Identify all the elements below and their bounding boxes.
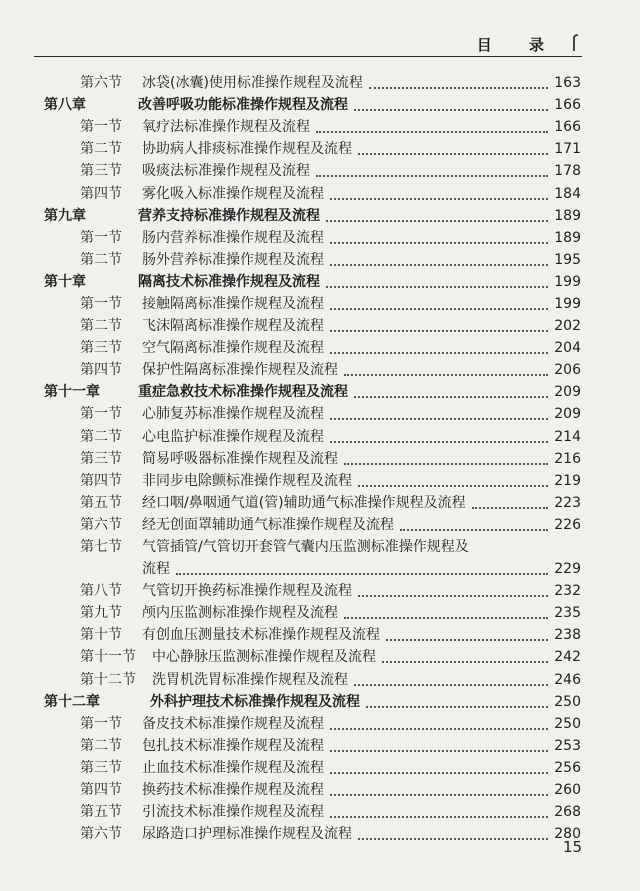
toc-entry-label: 第八章 bbox=[44, 97, 86, 114]
toc-entry-label: 第十二节 bbox=[80, 671, 136, 688]
toc-entry-label: 第一节 bbox=[80, 229, 122, 246]
dot-leader bbox=[472, 505, 549, 509]
toc-entry-title: 吸痰法标准操作规程及流程 bbox=[142, 163, 310, 180]
dot-leader bbox=[354, 682, 548, 686]
toc-entry-page: 209 bbox=[554, 384, 581, 401]
dot-leader bbox=[330, 306, 548, 310]
toc-entry-page: 223 bbox=[554, 494, 581, 511]
toc-chapter-entry[interactable] bbox=[40, 94, 581, 116]
toc-section-entry[interactable] bbox=[40, 426, 581, 448]
toc-section-entry[interactable] bbox=[40, 182, 581, 204]
toc-entry-label: 第二节 bbox=[80, 737, 122, 754]
toc-section-entry[interactable] bbox=[40, 735, 581, 757]
dot-leader bbox=[344, 372, 548, 376]
toc-entry-page: 235 bbox=[554, 605, 581, 622]
toc-entry-page: 216 bbox=[554, 450, 581, 467]
toc-entry-label: 第九章 bbox=[44, 207, 86, 224]
toc-entry-page: 268 bbox=[554, 804, 581, 821]
table-of-contents bbox=[40, 72, 581, 845]
toc-entry-title: 改善呼吸功能标准操作规程及流程 bbox=[138, 97, 348, 114]
toc-section-entry[interactable] bbox=[40, 470, 581, 492]
toc-section-entry[interactable] bbox=[40, 293, 581, 315]
toc-entry-label: 第一节 bbox=[80, 715, 122, 732]
toc-entry-label: 第一节 bbox=[80, 406, 122, 423]
dot-leader bbox=[330, 262, 548, 266]
toc-entry-page: 163 bbox=[554, 75, 581, 92]
dot-leader bbox=[382, 659, 548, 663]
toc-entry-label: 第十章 bbox=[44, 273, 86, 290]
dot-leader bbox=[330, 748, 548, 752]
toc-entry-label: 第二节 bbox=[80, 318, 122, 335]
toc-section-entry[interactable] bbox=[40, 669, 581, 691]
toc-entry-label: 第九节 bbox=[80, 605, 122, 622]
dot-leader bbox=[326, 218, 548, 222]
toc-entry-label: 第三节 bbox=[80, 759, 122, 776]
toc-entry-label: 第一节 bbox=[80, 295, 122, 312]
toc-entry-page: 219 bbox=[554, 472, 581, 489]
toc-section-entry[interactable] bbox=[40, 646, 581, 668]
toc-entry-title: 尿路造口护理标准操作规程及流程 bbox=[142, 826, 352, 843]
toc-entry-label: 第十一节 bbox=[80, 649, 136, 666]
dot-leader bbox=[369, 85, 548, 89]
toc-entry-title: 氧疗法标准操作规程及流程 bbox=[142, 119, 310, 136]
toc-entry-title: 冰袋(冰囊)使用标准操作规程及流程 bbox=[142, 75, 363, 92]
toc-section-entry[interactable] bbox=[40, 227, 581, 249]
toc-entry-title: 非同步电除颤标准操作规程及流程 bbox=[142, 472, 352, 489]
toc-entry-title: 气管切开换药标准操作规程及流程 bbox=[142, 583, 352, 600]
toc-entry-label: 第四节 bbox=[80, 185, 122, 202]
toc-entry-title: 引流技术标准操作规程及流程 bbox=[142, 804, 324, 821]
toc-entry-label: 第十二章 bbox=[44, 693, 100, 710]
dot-leader bbox=[330, 770, 548, 774]
dot-leader bbox=[400, 527, 548, 531]
toc-entry-page: 250 bbox=[554, 693, 581, 710]
toc-section-entry[interactable] bbox=[40, 536, 581, 558]
toc-entry-page: 204 bbox=[554, 340, 581, 357]
toc-entry-title: 空气隔离标准操作规程及流程 bbox=[142, 340, 324, 357]
toc-entry-page: 166 bbox=[554, 97, 581, 114]
dot-leader bbox=[358, 483, 548, 487]
toc-entry-title: 外科护理技术标准操作规程及流程 bbox=[150, 693, 360, 710]
toc-entry-page: 226 bbox=[554, 516, 581, 533]
toc-entry-page: 171 bbox=[554, 141, 581, 158]
toc-entry-title: 营养支持标准操作规程及流程 bbox=[138, 207, 320, 224]
corner-hook-icon bbox=[572, 34, 582, 52]
toc-entry-label: 第六节 bbox=[80, 75, 122, 92]
toc-entry-title: 换药技术标准操作规程及流程 bbox=[142, 782, 324, 799]
dot-leader bbox=[330, 196, 548, 200]
dot-leader bbox=[354, 107, 548, 111]
toc-section-entry[interactable] bbox=[40, 249, 581, 271]
toc-entry-page: 214 bbox=[554, 428, 581, 445]
toc-entry-label: 第八节 bbox=[80, 583, 122, 600]
toc-entry-label: 第五节 bbox=[80, 494, 122, 511]
toc-entry-title: 有创血压测量技术标准操作规程及流程 bbox=[142, 627, 380, 644]
dot-leader bbox=[316, 173, 548, 177]
dot-leader bbox=[386, 637, 548, 641]
dot-leader bbox=[330, 439, 548, 443]
header-title: 目 录 bbox=[476, 36, 560, 54]
dot-leader bbox=[344, 615, 548, 619]
dot-leader bbox=[330, 416, 548, 420]
toc-entry-continuation[interactable] bbox=[40, 558, 581, 580]
toc-chapter-entry[interactable] bbox=[40, 381, 581, 403]
toc-entry-page: 178 bbox=[554, 163, 581, 180]
dot-leader bbox=[358, 593, 548, 597]
toc-chapter-entry[interactable] bbox=[40, 271, 581, 293]
toc-entry-page: 166 bbox=[554, 119, 581, 136]
dot-leader bbox=[344, 461, 548, 465]
toc-entry-page: 189 bbox=[554, 229, 581, 246]
toc-entry-label: 第十节 bbox=[80, 627, 122, 644]
toc-section-entry[interactable] bbox=[40, 138, 581, 160]
toc-section-entry[interactable] bbox=[40, 337, 581, 359]
dot-leader bbox=[354, 394, 548, 398]
toc-entry-label: 第一节 bbox=[80, 119, 122, 136]
toc-section-entry[interactable] bbox=[40, 448, 581, 470]
toc-entry-title: 隔离技术标准操作规程及流程 bbox=[138, 273, 320, 290]
toc-entry-title: 颅内压监测标准操作规程及流程 bbox=[142, 605, 338, 622]
toc-entry-title: 肠内营养标准操作规程及流程 bbox=[142, 229, 324, 246]
toc-entry-page: 238 bbox=[554, 627, 581, 644]
toc-entry-title: 重症急救技术标准操作规程及流程 bbox=[138, 384, 348, 401]
toc-section-entry[interactable] bbox=[40, 779, 581, 801]
toc-entry-title: 经无创面罩辅助通气标准操作规程及流程 bbox=[142, 516, 394, 533]
toc-entry-page: 199 bbox=[554, 273, 581, 290]
toc-entry-title: 接触隔离标准操作规程及流程 bbox=[142, 295, 324, 312]
toc-entry-title: 经口咽/鼻咽通气道(管)辅助通气标准操作规程及流程 bbox=[142, 494, 466, 511]
toc-section-entry[interactable] bbox=[40, 403, 581, 425]
toc-entry-title: 止血技术标准操作规程及流程 bbox=[142, 759, 324, 776]
dot-leader bbox=[366, 704, 548, 708]
toc-entry-title: 气管插管/气管切开套管气囊内压监测标准操作规程及 bbox=[142, 539, 469, 556]
dot-leader bbox=[330, 328, 548, 332]
toc-entry-title: 洗胃机洗胃标准操作规程及流程 bbox=[152, 671, 348, 688]
toc-entry-title: 肠外营养标准操作规程及流程 bbox=[142, 251, 324, 268]
toc-entry-label: 第三节 bbox=[80, 450, 122, 467]
toc-entry-title: 雾化吸入标准操作规程及流程 bbox=[142, 185, 324, 202]
toc-section-entry[interactable] bbox=[40, 602, 581, 624]
toc-entry-label: 第五节 bbox=[80, 804, 122, 821]
toc-entry-label: 第三节 bbox=[80, 163, 122, 180]
toc-entry-page: 195 bbox=[554, 251, 581, 268]
toc-section-entry[interactable] bbox=[40, 624, 581, 646]
toc-entry-page: 209 bbox=[554, 406, 581, 423]
toc-entry-label: 第四节 bbox=[80, 782, 122, 799]
toc-entry-title: 简易呼吸器标准操作规程及流程 bbox=[142, 450, 338, 467]
dot-leader bbox=[330, 792, 548, 796]
toc-entry-label: 第六节 bbox=[80, 826, 122, 843]
dot-leader bbox=[330, 726, 548, 730]
toc-entry-title: 心电监护标准操作规程及流程 bbox=[142, 428, 324, 445]
toc-entry-label: 第四节 bbox=[80, 362, 122, 379]
toc-entry-page: 202 bbox=[554, 318, 581, 335]
toc-section-entry[interactable] bbox=[40, 823, 581, 845]
toc-entry-page: 280 bbox=[554, 826, 581, 843]
toc-section-entry[interactable] bbox=[40, 72, 581, 94]
running-header bbox=[34, 34, 582, 57]
toc-entry-page: 229 bbox=[554, 561, 581, 578]
page-number: 15 bbox=[563, 838, 583, 856]
toc-section-entry[interactable] bbox=[40, 580, 581, 602]
toc-entry-page: 250 bbox=[554, 715, 581, 732]
toc-entry-label: 第七节 bbox=[80, 539, 122, 556]
dot-leader bbox=[330, 814, 548, 818]
toc-section-entry[interactable] bbox=[40, 514, 581, 536]
dot-leader bbox=[330, 350, 548, 354]
toc-entry-page: 246 bbox=[554, 671, 581, 688]
toc-entry-label: 第六节 bbox=[80, 516, 122, 533]
toc-section-entry[interactable] bbox=[40, 492, 581, 514]
toc-entry-title: 中心静脉压监测标准操作规程及流程 bbox=[152, 649, 376, 666]
toc-section-entry[interactable] bbox=[40, 116, 581, 138]
toc-entry-label: 第二节 bbox=[80, 141, 122, 158]
toc-entry-title: 保护性隔离标准操作规程及流程 bbox=[142, 362, 338, 379]
toc-entry-page: 206 bbox=[554, 362, 581, 379]
toc-entry-page: 184 bbox=[554, 185, 581, 202]
dot-leader bbox=[316, 129, 548, 133]
toc-entry-page: 189 bbox=[554, 207, 581, 224]
toc-section-entry[interactable] bbox=[40, 315, 581, 337]
toc-entry-page: 256 bbox=[554, 759, 581, 776]
dot-leader bbox=[358, 836, 548, 840]
toc-entry-title: 飞沫隔离标准操作规程及流程 bbox=[142, 318, 324, 335]
dot-leader bbox=[330, 240, 548, 244]
toc-entry-page: 199 bbox=[554, 295, 581, 312]
toc-entry-label: 第二节 bbox=[80, 251, 122, 268]
toc-section-entry[interactable] bbox=[40, 160, 581, 182]
toc-chapter-entry[interactable] bbox=[40, 691, 581, 713]
toc-entry-label: 第三节 bbox=[80, 340, 122, 357]
toc-entry-page: 260 bbox=[554, 782, 581, 799]
toc-section-entry[interactable] bbox=[40, 713, 581, 735]
toc-entry-title: 备皮技术标准操作规程及流程 bbox=[142, 715, 324, 732]
toc-entry-title: 流程 bbox=[142, 561, 170, 578]
toc-entry-label: 第四节 bbox=[80, 472, 122, 489]
toc-entry-label: 第十一章 bbox=[44, 384, 100, 401]
toc-entry-page: 242 bbox=[554, 649, 581, 666]
toc-entry-title: 心肺复苏标准操作规程及流程 bbox=[142, 406, 324, 423]
toc-entry-page: 232 bbox=[554, 583, 581, 600]
dot-leader bbox=[326, 284, 548, 288]
toc-entry-label: 第二节 bbox=[80, 428, 122, 445]
dot-leader bbox=[176, 571, 548, 575]
toc-section-entry[interactable] bbox=[40, 757, 581, 779]
toc-section-entry[interactable] bbox=[40, 801, 581, 823]
toc-entry-title: 协助病人排痰标准操作规程及流程 bbox=[142, 141, 352, 158]
toc-entry-page: 253 bbox=[554, 737, 581, 754]
toc-chapter-entry[interactable] bbox=[40, 205, 581, 227]
toc-section-entry[interactable] bbox=[40, 359, 581, 381]
dot-leader bbox=[358, 151, 548, 155]
toc-entry-title: 包扎技术标准操作规程及流程 bbox=[142, 737, 324, 754]
